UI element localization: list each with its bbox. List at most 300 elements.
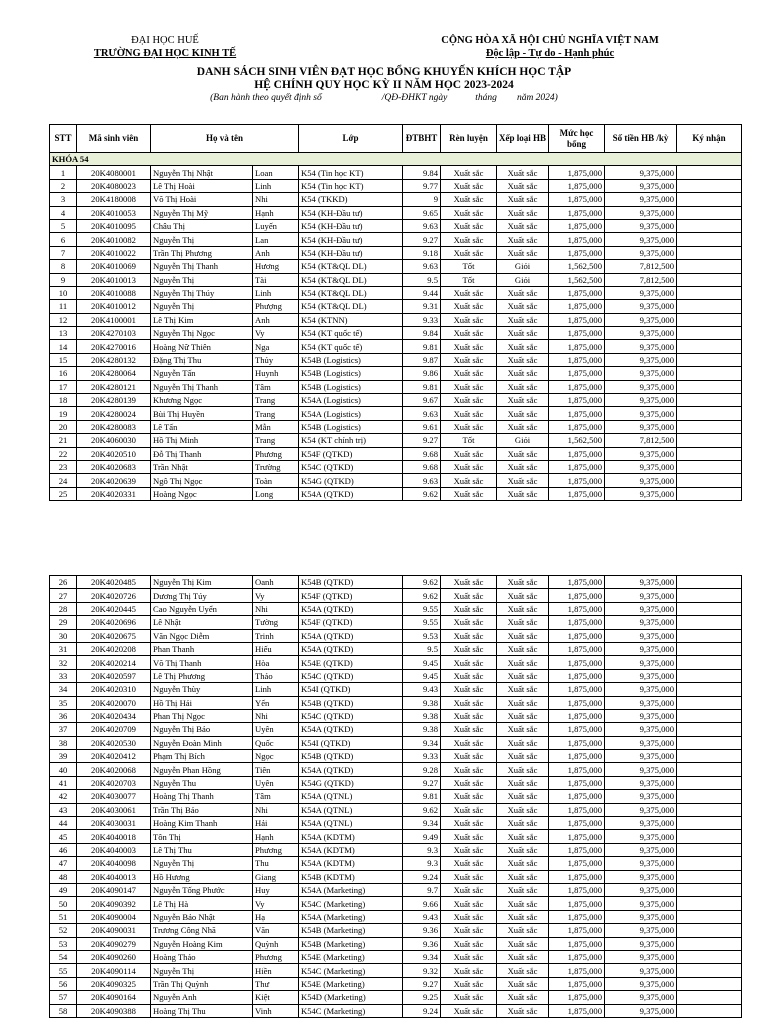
cell-signature bbox=[677, 696, 742, 709]
cell-scholarship-level: 1,875,000 bbox=[549, 763, 605, 776]
cell-stt: 2 bbox=[50, 179, 77, 192]
table-row bbox=[50, 300, 742, 313]
cell-student-id: 20K4040013 bbox=[77, 870, 151, 883]
table-row bbox=[50, 790, 742, 803]
cell-scholarship-rank: Xuất sắc bbox=[497, 340, 549, 353]
document-titles bbox=[0, 66, 768, 105]
cell-signature bbox=[677, 950, 742, 963]
cell-conduct: Xuất sắc bbox=[441, 206, 497, 219]
cell-gpa: 9.62 bbox=[403, 487, 441, 500]
cell-student-id: 20K4090392 bbox=[77, 897, 151, 910]
cell-signature bbox=[677, 260, 742, 273]
cell-given-name: Tâm bbox=[253, 790, 299, 803]
cell-conduct: Xuất sắc bbox=[441, 830, 497, 843]
cell-amount: 9,375,000 bbox=[605, 193, 677, 206]
cell-amount: 9,375,000 bbox=[605, 460, 677, 473]
cell-scholarship-level: 1,875,000 bbox=[549, 576, 605, 589]
cell-conduct: Xuất sắc bbox=[441, 696, 497, 709]
cell-amount: 9,375,000 bbox=[605, 910, 677, 923]
cell-signature bbox=[677, 723, 742, 736]
cell-class: K54G (QTKD) bbox=[299, 776, 403, 789]
cell-given-name: Phượng bbox=[253, 300, 299, 313]
cell-student-id: 20K4020696 bbox=[77, 616, 151, 629]
cell-signature bbox=[677, 300, 742, 313]
cell-stt: 29 bbox=[50, 616, 77, 629]
table-row bbox=[50, 447, 742, 460]
cell-class: K54A (QTNL) bbox=[299, 803, 403, 816]
cell-amount: 7,812,500 bbox=[605, 273, 677, 286]
cell-stt: 47 bbox=[50, 857, 77, 870]
cell-stt: 32 bbox=[50, 656, 77, 669]
cell-given-name: Thảo bbox=[253, 669, 299, 682]
cell-amount: 9,375,000 bbox=[605, 367, 677, 380]
cell-amount: 9,375,000 bbox=[605, 313, 677, 326]
cell-scholarship-rank: Giỏi bbox=[497, 434, 549, 447]
cell-conduct: Xuất sắc bbox=[441, 327, 497, 340]
cell-amount: 9,375,000 bbox=[605, 616, 677, 629]
cell-signature bbox=[677, 193, 742, 206]
cell-gpa: 9.81 bbox=[403, 790, 441, 803]
cell-class: K54 (KTNN) bbox=[299, 313, 403, 326]
cell-given-name: Vinh bbox=[253, 1004, 299, 1017]
table-row bbox=[50, 616, 742, 629]
cell-gpa: 9.63 bbox=[403, 260, 441, 273]
cell-signature bbox=[677, 616, 742, 629]
cell-amount: 9,375,000 bbox=[605, 964, 677, 977]
cell-gpa: 9.34 bbox=[403, 817, 441, 830]
cell-student-id: 20K4090004 bbox=[77, 910, 151, 923]
cell-stt: 23 bbox=[50, 460, 77, 473]
cell-amount: 9,375,000 bbox=[605, 219, 677, 232]
cell-surname: Nguyễn Thị bbox=[151, 964, 253, 977]
table-row bbox=[50, 206, 742, 219]
cell-class: K54 (KH-Đầu tư) bbox=[299, 246, 403, 259]
cell-class: K54C (Marketing) bbox=[299, 897, 403, 910]
cell-signature bbox=[677, 991, 742, 1004]
cell-given-name: Tài bbox=[253, 273, 299, 286]
cell-stt: 54 bbox=[50, 950, 77, 963]
cell-stt: 10 bbox=[50, 286, 77, 299]
cell-gpa: 9.25 bbox=[403, 991, 441, 1004]
cell-surname: Văn Ngọc Diễm bbox=[151, 629, 253, 642]
cell-class: K54A (Logistics) bbox=[299, 407, 403, 420]
cell-surname: Nguyễn Thị Thanh bbox=[151, 260, 253, 273]
cell-scholarship-level: 1,875,000 bbox=[549, 696, 605, 709]
cell-class: K54C (QTKD) bbox=[299, 669, 403, 682]
cell-scholarship-rank: Xuất sắc bbox=[497, 723, 549, 736]
cell-signature bbox=[677, 327, 742, 340]
cell-student-id: 20K4020208 bbox=[77, 642, 151, 655]
cell-class: K54B (QTKD) bbox=[299, 750, 403, 763]
university-name: ĐẠI HỌC HUẾ bbox=[131, 35, 199, 46]
table-row bbox=[50, 763, 742, 776]
cell-class: K54A (QTNL) bbox=[299, 790, 403, 803]
cell-gpa: 9 bbox=[403, 193, 441, 206]
cell-signature bbox=[677, 380, 742, 393]
table-row bbox=[50, 260, 742, 273]
table-row bbox=[50, 166, 742, 179]
cell-student-id: 20K4180008 bbox=[77, 193, 151, 206]
cell-scholarship-level: 1,875,000 bbox=[549, 219, 605, 232]
cell-conduct: Xuất sắc bbox=[441, 340, 497, 353]
cell-surname: Hoàng Kim Thanh bbox=[151, 817, 253, 830]
cell-conduct: Xuất sắc bbox=[441, 246, 497, 259]
cell-given-name: Thư bbox=[253, 977, 299, 990]
cell-scholarship-rank: Xuất sắc bbox=[497, 353, 549, 366]
cell-amount: 9,375,000 bbox=[605, 340, 677, 353]
cell-gpa: 9.87 bbox=[403, 353, 441, 366]
cell-conduct: Xuất sắc bbox=[441, 642, 497, 655]
cell-class: K54 (KT&QL DL) bbox=[299, 260, 403, 273]
table-row bbox=[50, 394, 742, 407]
cell-gpa: 9.27 bbox=[403, 776, 441, 789]
section-label: KHÓA 54 bbox=[50, 153, 742, 166]
cell-amount: 9,375,000 bbox=[605, 166, 677, 179]
cell-gpa: 9.81 bbox=[403, 340, 441, 353]
table-row bbox=[50, 420, 742, 433]
cell-surname: Lê Thị Phương bbox=[151, 669, 253, 682]
cell-student-id: 20K4010095 bbox=[77, 219, 151, 232]
cell-stt: 57 bbox=[50, 991, 77, 1004]
cell-student-id: 20K4010022 bbox=[77, 246, 151, 259]
cell-scholarship-rank: Xuất sắc bbox=[497, 950, 549, 963]
cell-signature bbox=[677, 763, 742, 776]
cell-gpa: 9.24 bbox=[403, 870, 441, 883]
table-row bbox=[50, 273, 742, 286]
cell-class: K54F (QTKD) bbox=[299, 589, 403, 602]
cell-scholarship-rank: Xuất sắc bbox=[497, 460, 549, 473]
cell-scholarship-level: 1,875,000 bbox=[549, 883, 605, 896]
cell-given-name: Vy bbox=[253, 327, 299, 340]
cell-stt: 24 bbox=[50, 474, 77, 487]
cell-conduct: Xuất sắc bbox=[441, 964, 497, 977]
cell-signature bbox=[677, 897, 742, 910]
cell-scholarship-level: 1,875,000 bbox=[549, 870, 605, 883]
table-row bbox=[50, 487, 742, 500]
cell-conduct: Xuất sắc bbox=[441, 870, 497, 883]
cell-signature bbox=[677, 830, 742, 843]
cell-gpa: 9.5 bbox=[403, 642, 441, 655]
cell-given-name: Uyên bbox=[253, 723, 299, 736]
cell-surname: Dương Thị Túy bbox=[151, 589, 253, 602]
cell-student-id: 20K4080023 bbox=[77, 179, 151, 192]
cell-amount: 9,375,000 bbox=[605, 883, 677, 896]
cell-scholarship-level: 1,875,000 bbox=[549, 407, 605, 420]
cell-scholarship-rank: Xuất sắc bbox=[497, 656, 549, 669]
cell-surname: Hồ Thị Hải bbox=[151, 696, 253, 709]
cell-given-name: Tâm bbox=[253, 380, 299, 393]
cell-gpa: 9.3 bbox=[403, 843, 441, 856]
table-row bbox=[50, 460, 742, 473]
cell-amount: 9,375,000 bbox=[605, 736, 677, 749]
cell-signature bbox=[677, 750, 742, 763]
cell-scholarship-rank: Xuất sắc bbox=[497, 1004, 549, 1017]
cell-stt: 9 bbox=[50, 273, 77, 286]
cell-stt: 37 bbox=[50, 723, 77, 736]
cell-signature bbox=[677, 447, 742, 460]
decision-ref-b: /QĐ-ĐHKT ngày bbox=[381, 93, 448, 103]
cell-amount: 9,375,000 bbox=[605, 246, 677, 259]
cell-class: K54B (Logistics) bbox=[299, 367, 403, 380]
cell-class: K54 (KH-Đầu tư) bbox=[299, 219, 403, 232]
cell-given-name: Vy bbox=[253, 589, 299, 602]
cell-student-id: 20K4280064 bbox=[77, 367, 151, 380]
cell-scholarship-level: 1,875,000 bbox=[549, 179, 605, 192]
cell-scholarship-level: 1,875,000 bbox=[549, 420, 605, 433]
cell-class: K54A (Logistics) bbox=[299, 394, 403, 407]
cell-signature bbox=[677, 367, 742, 380]
table-row bbox=[50, 576, 742, 589]
table-row bbox=[50, 964, 742, 977]
cell-class: K54A (QTKD) bbox=[299, 642, 403, 655]
cell-conduct: Xuất sắc bbox=[441, 380, 497, 393]
cell-conduct: Xuất sắc bbox=[441, 736, 497, 749]
cell-conduct: Xuất sắc bbox=[441, 589, 497, 602]
cell-scholarship-rank: Xuất sắc bbox=[497, 246, 549, 259]
table-row bbox=[50, 327, 742, 340]
table-row bbox=[50, 656, 742, 669]
cell-class: K54C (Marketing) bbox=[299, 964, 403, 977]
cell-amount: 9,375,000 bbox=[605, 924, 677, 937]
cell-conduct: Xuất sắc bbox=[441, 683, 497, 696]
cell-student-id: 20K4090325 bbox=[77, 977, 151, 990]
cell-amount: 9,375,000 bbox=[605, 776, 677, 789]
cell-signature bbox=[677, 487, 742, 500]
cell-gpa: 9.18 bbox=[403, 246, 441, 259]
cell-class: K54 (KH-Đầu tư) bbox=[299, 206, 403, 219]
cell-scholarship-level: 1,875,000 bbox=[549, 233, 605, 246]
cell-scholarship-rank: Xuất sắc bbox=[497, 300, 549, 313]
cell-surname: Bùi Thị Huyền bbox=[151, 407, 253, 420]
cell-scholarship-rank: Xuất sắc bbox=[497, 991, 549, 1004]
cell-scholarship-level: 1,875,000 bbox=[549, 327, 605, 340]
cell-surname: Nguyễn Anh bbox=[151, 991, 253, 1004]
cell-signature bbox=[677, 642, 742, 655]
cell-scholarship-rank: Xuất sắc bbox=[497, 857, 549, 870]
decision-reference bbox=[0, 92, 768, 105]
col-class: Lớp bbox=[299, 125, 403, 153]
cell-scholarship-rank: Xuất sắc bbox=[497, 830, 549, 843]
decision-ref-d: năm 2024) bbox=[516, 93, 558, 103]
cell-class: K54 (TKKD) bbox=[299, 193, 403, 206]
cell-class: K54A (QTNL) bbox=[299, 817, 403, 830]
cell-scholarship-level: 1,562,500 bbox=[549, 273, 605, 286]
cell-student-id: 20K4010013 bbox=[77, 273, 151, 286]
cell-student-id: 20K4020412 bbox=[77, 750, 151, 763]
cell-signature bbox=[677, 407, 742, 420]
cell-gpa: 9.28 bbox=[403, 763, 441, 776]
cell-amount: 9,375,000 bbox=[605, 206, 677, 219]
cell-stt: 44 bbox=[50, 817, 77, 830]
cell-signature bbox=[677, 803, 742, 816]
cell-student-id: 20K4020214 bbox=[77, 656, 151, 669]
cell-scholarship-rank: Xuất sắc bbox=[497, 616, 549, 629]
cell-class: K54C (Marketing) bbox=[299, 1004, 403, 1017]
cell-class: K54E (Marketing) bbox=[299, 950, 403, 963]
cell-scholarship-level: 1,875,000 bbox=[549, 683, 605, 696]
cell-conduct: Tốt bbox=[441, 434, 497, 447]
cell-scholarship-rank: Xuất sắc bbox=[497, 487, 549, 500]
cell-given-name: Tiên bbox=[253, 763, 299, 776]
cell-conduct: Xuất sắc bbox=[441, 950, 497, 963]
cell-surname: Châu Thị bbox=[151, 219, 253, 232]
cell-amount: 9,375,000 bbox=[605, 394, 677, 407]
cell-conduct: Xuất sắc bbox=[441, 750, 497, 763]
cell-class: K54E (Marketing) bbox=[299, 977, 403, 990]
cell-signature bbox=[677, 576, 742, 589]
cell-gpa: 9.36 bbox=[403, 937, 441, 950]
cell-conduct: Xuất sắc bbox=[441, 656, 497, 669]
cell-stt: 27 bbox=[50, 589, 77, 602]
cell-stt: 13 bbox=[50, 327, 77, 340]
cell-conduct: Xuất sắc bbox=[441, 233, 497, 246]
table-row bbox=[50, 803, 742, 816]
cell-scholarship-rank: Xuất sắc bbox=[497, 420, 549, 433]
cell-conduct: Xuất sắc bbox=[441, 616, 497, 629]
cell-surname: Võ Thị Hoài bbox=[151, 193, 253, 206]
cell-stt: 12 bbox=[50, 313, 77, 326]
cell-amount: 7,812,500 bbox=[605, 260, 677, 273]
cell-class: K54E (QTKD) bbox=[299, 656, 403, 669]
cell-student-id: 20K4280083 bbox=[77, 420, 151, 433]
cell-student-id: 20K4040018 bbox=[77, 830, 151, 843]
cell-conduct: Xuất sắc bbox=[441, 576, 497, 589]
cell-signature bbox=[677, 910, 742, 923]
table-row bbox=[50, 434, 742, 447]
cell-signature bbox=[677, 817, 742, 830]
cell-given-name: Yến bbox=[253, 696, 299, 709]
national-motto-block bbox=[410, 34, 690, 60]
cell-student-id: 20K4270103 bbox=[77, 327, 151, 340]
cell-class: K54A (QTKD) bbox=[299, 602, 403, 615]
table-row bbox=[50, 883, 742, 896]
document-title: DANH SÁCH SINH VIÊN ĐẠT HỌC BỔNG KHUYẾN KHÍCH HỌC TẬP bbox=[196, 66, 572, 78]
cell-scholarship-level: 1,875,000 bbox=[549, 166, 605, 179]
cell-scholarship-level: 1,875,000 bbox=[549, 394, 605, 407]
cell-amount: 9,375,000 bbox=[605, 327, 677, 340]
cell-scholarship-rank: Xuất sắc bbox=[497, 924, 549, 937]
cell-stt: 42 bbox=[50, 790, 77, 803]
cell-scholarship-level: 1,875,000 bbox=[549, 843, 605, 856]
cell-given-name: Huy bbox=[253, 883, 299, 896]
cell-given-name: Nhi bbox=[253, 193, 299, 206]
table-row bbox=[50, 642, 742, 655]
cell-stt: 5 bbox=[50, 219, 77, 232]
cell-class: K54 (KT quốc tế) bbox=[299, 327, 403, 340]
cell-given-name: Trang bbox=[253, 407, 299, 420]
cell-gpa: 9.5 bbox=[403, 273, 441, 286]
cell-amount: 9,375,000 bbox=[605, 407, 677, 420]
cell-amount: 9,375,000 bbox=[605, 487, 677, 500]
cell-scholarship-level: 1,875,000 bbox=[549, 857, 605, 870]
cell-student-id: 20K4020331 bbox=[77, 487, 151, 500]
cell-scholarship-level: 1,875,000 bbox=[549, 817, 605, 830]
cell-scholarship-level: 1,875,000 bbox=[549, 776, 605, 789]
cell-surname: Nguyễn Thị Ngọc bbox=[151, 327, 253, 340]
cell-class: K54C (QTKD) bbox=[299, 709, 403, 722]
cell-surname: Phạm Thị Bích bbox=[151, 750, 253, 763]
cell-conduct: Xuất sắc bbox=[441, 790, 497, 803]
cell-conduct: Xuất sắc bbox=[441, 394, 497, 407]
cell-stt: 53 bbox=[50, 937, 77, 950]
cell-gpa: 9.68 bbox=[403, 447, 441, 460]
cell-class: K54B (Logistics) bbox=[299, 353, 403, 366]
table-row bbox=[50, 991, 742, 1004]
cell-scholarship-level: 1,875,000 bbox=[549, 830, 605, 843]
cell-student-id: 20K4280139 bbox=[77, 394, 151, 407]
cell-signature bbox=[677, 870, 742, 883]
cell-scholarship-rank: Xuất sắc bbox=[497, 669, 549, 682]
cell-scholarship-level: 1,875,000 bbox=[549, 790, 605, 803]
cell-given-name: Thu bbox=[253, 857, 299, 870]
cell-conduct: Xuất sắc bbox=[441, 883, 497, 896]
cell-scholarship-rank: Xuất sắc bbox=[497, 394, 549, 407]
cell-given-name: Phương bbox=[253, 843, 299, 856]
cell-conduct: Xuất sắc bbox=[441, 843, 497, 856]
cell-amount: 9,375,000 bbox=[605, 857, 677, 870]
cell-stt: 21 bbox=[50, 434, 77, 447]
document-subtitle: HỆ CHÍNH QUY HỌC KỲ II NĂM HỌC 2023-2024 bbox=[254, 79, 514, 91]
cell-scholarship-level: 1,875,000 bbox=[549, 629, 605, 642]
cell-gpa: 9.62 bbox=[403, 803, 441, 816]
table-row bbox=[50, 843, 742, 856]
cell-gpa: 9.84 bbox=[403, 166, 441, 179]
cell-scholarship-level: 1,875,000 bbox=[549, 460, 605, 473]
motto: Độc lập - Tự do - Hạnh phúc bbox=[485, 48, 615, 59]
cell-conduct: Xuất sắc bbox=[441, 193, 497, 206]
cell-scholarship-rank: Giỏi bbox=[497, 273, 549, 286]
cell-stt: 38 bbox=[50, 736, 77, 749]
cell-student-id: 20K4020639 bbox=[77, 474, 151, 487]
cell-stt: 20 bbox=[50, 420, 77, 433]
cell-stt: 28 bbox=[50, 602, 77, 615]
cell-gpa: 9.55 bbox=[403, 602, 441, 615]
cell-amount: 9,375,000 bbox=[605, 750, 677, 763]
cell-scholarship-level: 1,875,000 bbox=[549, 709, 605, 722]
table-row bbox=[50, 407, 742, 420]
table-row bbox=[50, 193, 742, 206]
cell-class: K54C (QTKD) bbox=[299, 460, 403, 473]
table-row bbox=[50, 179, 742, 192]
table-row bbox=[50, 629, 742, 642]
cell-class: K54 (Tin học KT) bbox=[299, 179, 403, 192]
cell-gpa: 9.45 bbox=[403, 656, 441, 669]
cell-given-name: Nhi bbox=[253, 709, 299, 722]
cell-signature bbox=[677, 434, 742, 447]
cell-class: K54D (Marketing) bbox=[299, 991, 403, 1004]
cell-scholarship-rank: Xuất sắc bbox=[497, 233, 549, 246]
cell-surname: Nguyễn Thị Kim bbox=[151, 576, 253, 589]
cell-surname: Hoàng Nữ Thiên bbox=[151, 340, 253, 353]
cell-signature bbox=[677, 656, 742, 669]
cell-student-id: 20K4090279 bbox=[77, 937, 151, 950]
cell-scholarship-rank: Xuất sắc bbox=[497, 166, 549, 179]
cell-surname: Lê Thị Hà bbox=[151, 897, 253, 910]
cell-gpa: 9.63 bbox=[403, 474, 441, 487]
cell-conduct: Xuất sắc bbox=[441, 776, 497, 789]
cell-class: K54B (Logistics) bbox=[299, 420, 403, 433]
cell-gpa: 9.24 bbox=[403, 1004, 441, 1017]
cell-scholarship-rank: Xuất sắc bbox=[497, 897, 549, 910]
cell-conduct: Xuất sắc bbox=[441, 803, 497, 816]
cell-stt: 52 bbox=[50, 924, 77, 937]
cell-given-name: Hiếu bbox=[253, 642, 299, 655]
cell-scholarship-rank: Xuất sắc bbox=[497, 629, 549, 642]
cell-surname: Nguyễn Tấn bbox=[151, 367, 253, 380]
cell-conduct: Xuất sắc bbox=[441, 669, 497, 682]
cell-stt: 6 bbox=[50, 233, 77, 246]
cell-student-id: 20K4100001 bbox=[77, 313, 151, 326]
